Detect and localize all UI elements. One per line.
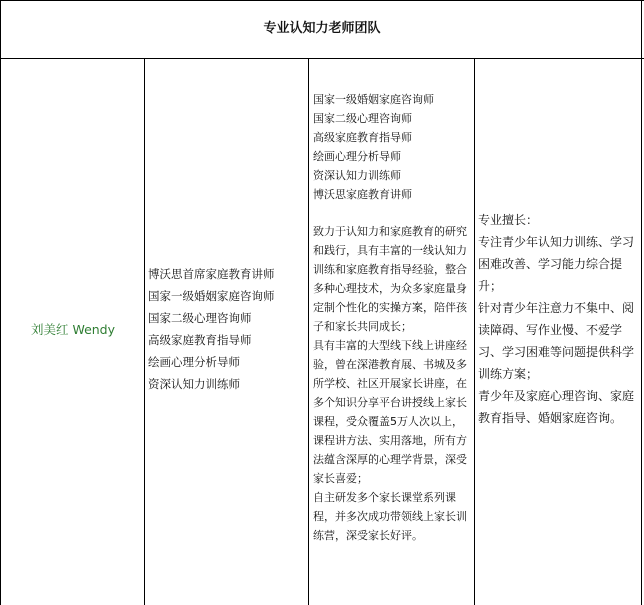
cert-item: 国家二级心理咨询师	[313, 112, 412, 125]
header-divider	[0, 58, 644, 59]
teacher-name: 刘美红 Wendy	[30, 322, 116, 337]
teacher-expertise	[478, 209, 638, 429]
teacher-bio	[313, 90, 473, 545]
cert-item: 高级家庭教育指导师	[313, 131, 412, 144]
title-item: 资深认知力训练师	[148, 377, 240, 391]
teacher-titles	[148, 263, 308, 395]
column-divider-3	[474, 58, 475, 605]
expertise-item: 针对青少年注意力不集中、阅读障碍、写作业慢、不爱学习、学习困难等问题提供科学训练方案；	[478, 301, 635, 381]
column-divider-1	[144, 58, 145, 605]
cert-item: 博沃思家庭教育讲师	[313, 188, 412, 201]
table-border-right	[641, 0, 642, 605]
title-item: 高级家庭教育指导师	[148, 333, 252, 347]
cert-item: 资深认知力训练师	[313, 169, 401, 182]
bio-paragraph: 具有丰富的大型线下线上讲座经验，曾在深港教育展、书城及多所学校、社区开展家长讲座，在多个知识分享平台讲授线上家长课程，受众覆盖5万人次以上，课程讲方法、实用落地，所有方法蕴含深厚的心理学背景，深受家长喜爱；	[313, 339, 467, 485]
column-divider-2	[308, 58, 309, 605]
table-border-left	[0, 0, 1, 605]
title-item: 博沃思首席家庭教育讲师	[148, 267, 275, 281]
bio-paragraph: 自主研发多个家长课堂系列课程，并多次成功带领线上家长训练营，深受家长好评。	[313, 491, 467, 542]
title-item: 绘画心理分析导师	[148, 355, 240, 369]
title-item: 国家一级婚姻家庭咨询师	[148, 289, 275, 303]
table-border-top	[0, 0, 644, 1]
cert-item: 国家一级婚姻家庭咨询师	[313, 93, 434, 106]
bio-paragraph: 致力于认知力和家庭教育的研究和践行，具有丰富的一线认知力训练和家庭教育指导经验，整合多种心理技术，为众多家庭量身定制个性化的实操方案，陪伴孩子和家长共同成长；	[313, 225, 467, 333]
title-item: 国家二级心理咨询师	[148, 311, 252, 325]
cert-item: 绘画心理分析导师	[313, 150, 401, 163]
expertise-item: 青少年及家庭心理咨询、家庭教育指导、婚姻家庭咨询。	[478, 389, 635, 425]
expertise-heading: 专业擅长：	[478, 213, 539, 227]
expertise-item: 专注青少年认知力训练、学习困难改善、学习能力综合提升；	[478, 235, 635, 293]
spacer	[313, 204, 473, 222]
table-title: 专业认知力老师团队	[263, 21, 381, 36]
